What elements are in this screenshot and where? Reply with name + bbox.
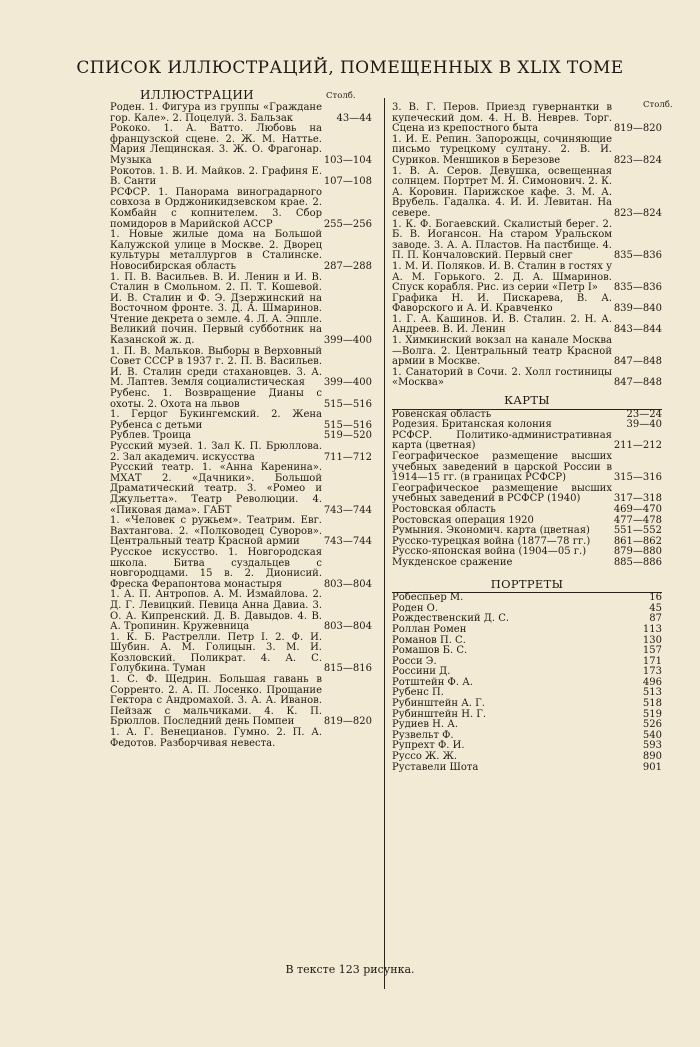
right_entries-entry-text: 1. И. Е. Репин. Запорожцы, сочиняющие письмо турецкому султану. 2. В. И. Суриков. Меншиков в Березове <box>392 133 612 166</box>
left_entries-entry-column: 515—516 <box>323 398 372 410</box>
maps-entry-text: Географическое размещение высших учебных заведений в царской России в 1914—15 гг. (в границах РСФСР) <box>392 451 612 484</box>
portraits-entry-column: 87 <box>649 613 662 625</box>
right_entries-entry-column: 819—820 <box>613 123 662 135</box>
left_entries-entry-column: 743—744 <box>323 504 372 516</box>
portraits-entry-text: Ромашов Б. С. <box>392 645 468 657</box>
right-illustrations-list <box>392 103 662 389</box>
maps-heading: КАРТЫ <box>504 393 550 408</box>
left_entries-entry-column: 803—804 <box>323 621 372 633</box>
portraits-entry-column: 540 <box>642 729 662 741</box>
right_entries-entry <box>392 167 662 220</box>
left_entries-entry-text: Рокотов. 1. В. И. Майков. 2. Графиня Е. В. Санти <box>110 165 322 188</box>
portraits-entry-text: Роден О. <box>392 602 439 614</box>
portraits-entry-column: 519 <box>642 708 662 720</box>
left_entries-entry-text: Русский театр. 1. «Анна Каренина». МХАТ 2. «Дачники». Большой Драматический театр. 3. «Ромео и Джульетта». Театр Революции. 4. «Пиковая дама». ГАБТ <box>110 462 322 516</box>
maps-entry-text: Ростовская область <box>392 503 496 515</box>
left_entries-entry-text: Рублев. Троица <box>110 430 192 442</box>
column-divider <box>384 98 385 989</box>
left-heading: ИЛЛЮСТРАЦИИ <box>140 88 254 102</box>
left_entries-entry-column: 803—804 <box>323 578 372 590</box>
maps-entry-column: 885—886 <box>613 556 662 568</box>
portraits-entry-text: Рузвельт Ф. <box>392 729 454 741</box>
left_entries-entry-column: 711—712 <box>323 451 372 463</box>
right_entries-entry-column: 823—824 <box>613 207 662 219</box>
left_entries-entry-text: РСФСР. 1. Панорама виноградарного совхоза в Орджоникидзевском крае. 2. Комбайн с копнителем. 3. Сбор помидоров в Марийской АССР <box>110 186 322 230</box>
left_entries-entry <box>110 188 372 230</box>
left_entries-entry-column: 515—516 <box>323 419 372 431</box>
left_entries-entry-text: 1. К. Б. Растрелли. Петр I. 2. Ф. И. Шубин. А. М. Голицын. 3. М. И. Козловский. Поликрат. 4. А. С. Голубкина. Туман <box>110 631 322 675</box>
left_entries-entry-text: Роден. 1. Фигура из группы «Граждане гор. Кале». 2. Поцелуй. 3. Бальзак <box>110 102 322 124</box>
right_entries-entry-column: 823—824 <box>613 154 662 166</box>
left_entries-entry-text: Русский музей. 1. Зал К. П. Брюллова. 2. Зал академич. искусства <box>110 441 322 463</box>
maps-entry-text: Русско-турецкая война (1877—78 гг.) <box>392 535 591 547</box>
left_entries-entry-column: 815—816 <box>323 663 372 675</box>
portraits-entry-text: Роллан Ромен <box>392 623 467 635</box>
right_entries-entry-text: 1. В. А. Серов. Девушка, освещенная солнцем. Портрет М. Я. Симонович. 2. К. А. Коровин. Парижское кафе. 3. М. А. Врубель. Гадалка. 4. И. И. Левитан. На севере. <box>392 165 612 219</box>
left_entries-entry-column: 399—400 <box>323 335 372 347</box>
footer-note: В тексте 123 рисунка. <box>285 963 415 976</box>
left_entries-entry-text: 1. А. Г. Венецианов. Гумно. 2. П. А. Федотов. Разборчивая невеста. <box>110 727 322 749</box>
right_entries-entry-column: 835—836 <box>613 250 662 262</box>
maps-entry-text: Географическое размещение высших учебных заведений в РСФСР (1940) <box>392 482 612 505</box>
right_entries-entry <box>392 220 662 262</box>
portraits-entry-text: Росси Э. <box>392 655 437 667</box>
left_entries-entry <box>110 167 372 188</box>
portraits-entry-text: Романов П. С. <box>392 634 466 646</box>
portraits-entry-column: 890 <box>642 751 662 763</box>
left_entries-entry-text: 1. Новые жилые дома на Большой Калужской улице в Москве. 2. Дворец культуры металлургов в Сталинске. Новосибирская область <box>110 229 322 272</box>
maps-entry-column: 551—552 <box>613 525 662 537</box>
left_entries-entry-column: 287—288 <box>323 260 372 272</box>
left_entries-entry <box>110 347 372 389</box>
portraits-entry-text: Рубенс П. <box>392 687 444 699</box>
right_entries-entry-text: Графика Н. И. Пискарева, В. А. Фаворского и А. И. Кравченко <box>392 292 612 315</box>
left_entries-entry-text: 1. Герцог Букингемский. 2. Жена Рубенса с детьми <box>110 409 322 431</box>
portraits-entry-column: 157 <box>642 645 662 657</box>
portraits-list <box>392 593 662 773</box>
portraits-entry <box>392 625 662 636</box>
maps-entry-column: 879—880 <box>613 546 662 558</box>
left_entries-entry-column: 819—820 <box>323 716 372 728</box>
portraits-entry-column: 513 <box>642 687 662 699</box>
right_entries-entry-text: 1. Санаторий в Сочи. 2. Холл гостиницы «Москва» <box>392 366 612 389</box>
left_entries-entry <box>110 442 372 463</box>
portraits-entry-column: 130 <box>642 634 662 646</box>
portraits-entry-column: 496 <box>642 676 662 688</box>
portraits-entry <box>392 763 662 774</box>
right_entries-entry-text: 1. К. Ф. Богаевский. Скалистый берег. 2. Б. В. Иогансон. На старом Уральском заводе. 3. А. А. Пластов. На пастбище. 4. П. П. Кончаловский. Первый снег <box>392 218 612 262</box>
portraits-entry-column: 526 <box>642 719 662 731</box>
portraits-heading: ПОРТРЕТЫ <box>490 576 564 591</box>
left_entries-entry-column: 519—520 <box>323 430 372 442</box>
left_entries-entry <box>110 728 372 749</box>
maps-entry <box>392 484 662 505</box>
left_entries-entry <box>110 516 372 548</box>
left_entries-entry <box>110 124 372 166</box>
left_entries-entry <box>110 675 372 728</box>
portraits-entry-column: 173 <box>642 666 662 678</box>
right_entries-entry-column: 847—848 <box>613 377 662 389</box>
left-column <box>110 103 372 749</box>
left_entries-entry <box>110 273 372 347</box>
portraits-entry-text: Рупрехт Ф. И. <box>392 740 465 752</box>
right_entries-entry <box>392 103 662 135</box>
left_entries-entry-column: 255—256 <box>323 218 372 230</box>
maps-entry-column: 477—478 <box>613 514 662 526</box>
maps-entry <box>392 558 662 569</box>
maps-entry-text: Ростовская операция 1920 <box>392 514 534 526</box>
right_entries-entry-text: 1. Г. А. Кашинов. И. В. Сталин. 2. Н. А. Андреев. В. И. Ленин <box>392 313 612 336</box>
page-title: СПИСОК ИЛЛЮСТРАЦИЙ, ПОМЕЩЕННЫХ В XLIX ТОМЕ <box>76 58 624 78</box>
maps-entry-column: 211—212 <box>613 440 662 452</box>
left_entries-entry-column: 107—108 <box>323 176 372 188</box>
right-column <box>392 103 662 773</box>
left_entries-entry-text: 1. С. Ф. Щедрин. Большая гавань в Сорренто. 2. А. П. Лосенко. Прощание Гектора с Андромахой. 3. А. А. Иванов. Пейзаж с мальчиками. 4. К. П. Брюллов. Последний день Помпеи <box>110 674 322 728</box>
portraits-entry-text: Робеспьер М. <box>392 592 464 604</box>
portraits-entry-text: Рубинштейн А. Г. <box>392 698 485 710</box>
left_entries-entry <box>110 230 372 272</box>
portraits-entry-column: 901 <box>642 761 662 773</box>
right_entries-entry <box>392 315 662 336</box>
maps-entry <box>392 452 662 484</box>
maps-entry-text: РСФСР. Политико-административная карта (цветная) <box>392 429 612 452</box>
left_entries-entry-text: Рубенс. 1. Возвращение Дианы с охоты. 2. Охота на львов <box>110 388 322 410</box>
portraits-entry-column: 16 <box>649 592 662 604</box>
maps-entry-column: 39—40 <box>626 419 662 431</box>
left_entries-entry-text: Рококо. 1. А. Ватто. Любовь на французской сцене. 2. Ж. М. Наттье. Мария Лещинская. 3. Ж. О. Фрагонар. Музыка <box>110 123 322 166</box>
right-stolb-label: Столб. <box>643 100 673 110</box>
maps-entry-text: Ровенская область <box>392 408 492 420</box>
portraits-entry-text: Ротштейн Ф. А. <box>392 676 473 688</box>
right_entries-entry-text: 1. М. И. Поляков. И. В. Сталин в гостях у А. М. Горького. 2. Д. А. Шмаринов. Спуск корабля. Рис. из серии «Петр I» <box>392 260 612 294</box>
maps-entry-text: Родезия. Британская колония <box>392 419 552 431</box>
portraits-entry-column: 45 <box>649 602 662 614</box>
right_entries-entry <box>392 294 662 315</box>
portraits-entry-text: Руставели Шота <box>392 761 479 773</box>
maps-entry <box>392 505 662 516</box>
left_entries-entry-column: 399—400 <box>323 377 372 389</box>
right_entries-entry <box>392 135 662 167</box>
left_entries-entry-text: 1. «Человек с ружьем». Театрим. Евг. Вахтангова. 2. «Полководец Суворов». Центральный театр Красной армии <box>110 515 322 548</box>
maps-entry-text: Мукденское сражение <box>392 556 513 568</box>
portraits-entry-column: 518 <box>642 698 662 710</box>
maps-list <box>392 410 662 569</box>
right_entries-entry <box>392 336 662 368</box>
right_entries-entry-column: 847—848 <box>613 356 662 368</box>
left_entries-entry <box>110 389 372 410</box>
right_entries-entry-column: 835—836 <box>613 282 662 294</box>
maps-entry-column: 23—24 <box>626 408 662 420</box>
maps-entry-text: Русско-японская война (1904—05 г.) <box>392 546 587 558</box>
left_entries-entry-text: 1. П. В. Мальков. Выборы в Верховный Совет СССР в 1937 г. 2. П. В. Васильев. И. В. Сталин среди стахановцев. 3. А. М. Лаптев. Земля социалистическая <box>110 345 322 389</box>
portraits-entry-text: Руссо Ж. Ж. <box>392 751 458 763</box>
portraits-entry-text: Россини Д. <box>392 666 451 678</box>
portraits-entry-column: 593 <box>642 740 662 752</box>
portraits-entry-text: Рудиев Н. А. <box>392 719 458 731</box>
maps-entry-text: Румыния. Экономич. карта (цветная) <box>392 525 590 537</box>
left_entries-entry <box>110 633 372 675</box>
left_entries-entry-column: 43—44 <box>336 112 372 124</box>
portraits-entry-column: 171 <box>642 655 662 667</box>
left_entries-entry-column: 743—744 <box>323 536 372 548</box>
right_entries-entry <box>392 262 662 294</box>
left_entries-entry <box>110 103 372 124</box>
left_entries-entry-text: 1. П. В. Васильев. В. И. Ленин и И. В. Сталин в Смольном. 2. П. Т. Кошевой. И. В. Сталин и Ф. Э. Дзержинский на Восточном фронте. 3. Д. А. Шмаринов. Чтение декрета о земле. 4. Л. А. Эппле. Великий почин. Первый субботник на Казанской ж. д. <box>110 271 322 347</box>
right_entries-entry <box>392 368 662 389</box>
right_entries-entry-text: 1. Химкинский вокзал на канале Москва—Волга. 2. Центральный театр Красной армии в Москве. <box>392 335 612 368</box>
right_entries-entry-text: 3. В. Г. Перов. Приезд гувернантки в купеческий дом. 4. Н. В. Неврев. Торг. Сцена из крепостного быта <box>392 102 612 135</box>
maps-entry-column: 469—470 <box>613 503 662 515</box>
left_entries-entry-column: 103—104 <box>323 154 372 166</box>
left_entries-entry <box>110 463 372 516</box>
maps-entry-column: 861—862 <box>613 535 662 547</box>
right_entries-entry-column: 839—840 <box>613 303 662 315</box>
left_entries-entry-text: 1. А. П. Антропов. А. М. Измайлова. 2. Д. Г. Левицкий. Певица Анна Давиа. 3. О. А. Кипренский. Д. В. Давыдов. 4. В. А. Тропинин. Кружевница <box>110 589 322 633</box>
left_entries-entry <box>110 410 372 431</box>
portraits-entry-text: Рождественский Д. С. <box>392 613 510 625</box>
right_entries-entry-column: 843—844 <box>613 324 662 336</box>
maps-entry <box>392 431 662 452</box>
left_entries-entry-text: Русское искусство. 1. Новгородская школа. Битва суздальцев с новгородцами. 15 в. 2. Дионисий. Фреска Ферапонтова монастыря <box>110 546 322 590</box>
left_entries-entry <box>110 590 372 632</box>
left_entries-entry <box>110 548 372 590</box>
left-stolb-label: Столб. <box>326 91 356 101</box>
portraits-entry-column: 113 <box>642 623 662 635</box>
maps-entry-column: 315—316 <box>613 472 662 484</box>
maps-entry-column: 317—318 <box>613 493 662 505</box>
portraits-entry-text: Рубинштейн Н. Г. <box>392 708 487 720</box>
